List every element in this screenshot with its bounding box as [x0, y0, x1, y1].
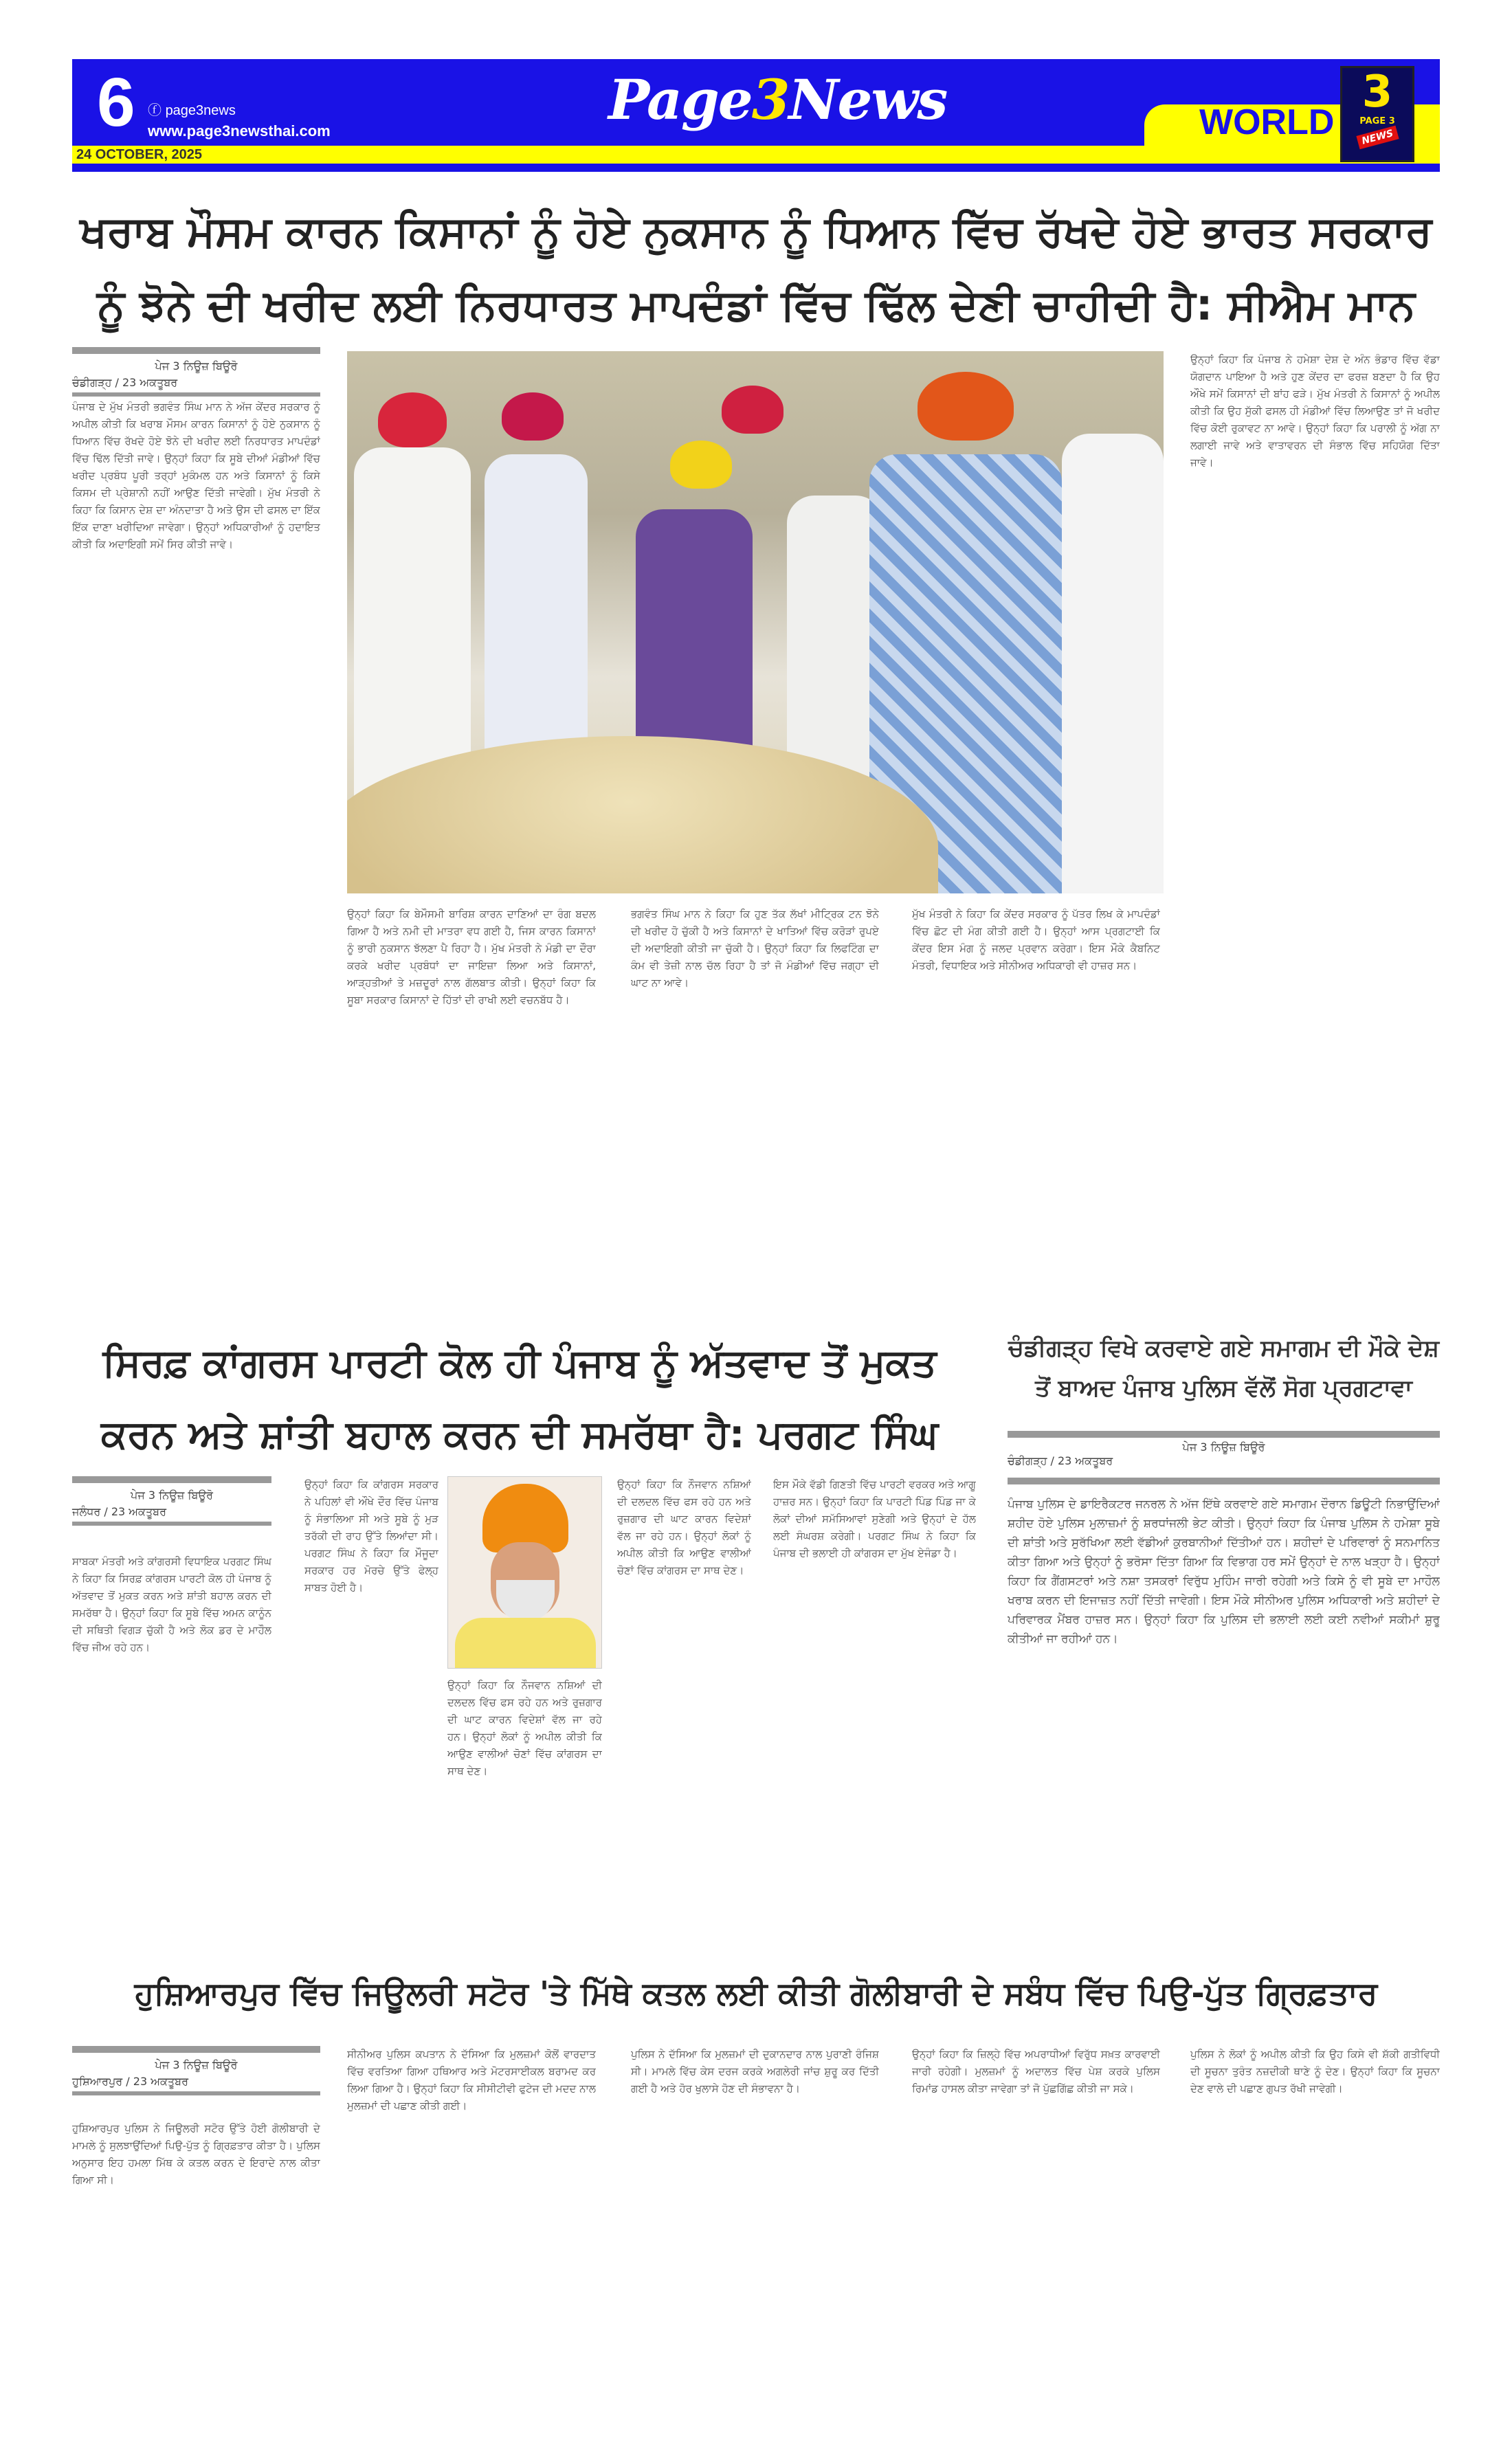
article2-column-2: ਉਨ੍ਹਾਂ ਕਿਹਾ ਕਿ ਕਾਂਗਰਸ ਸਰਕਾਰ ਨੇ ਪਹਿਲਾਂ ਵੀ ਔਖੇ ਦੌਰ ਵਿੱਚ ਪੰਜਾਬ ਨੂੰ ਸੰਭਾਲਿਆ ਸੀ ਅਤੇ ਸੂਬੇ ਨੂੰ ਮੁੜ ਤਰੱਕੀ ਦੀ ਰਾਹ ਉੱਤੇ ਲਿਆਂਦਾ ਸੀ। ਪਰਗਟ ਸਿੰਘ ਨੇ ਕਿਹਾ ਕਿ ਮੌਜੂਦਾ ਸਰਕਾਰ ਹਰ ਮੋਰਚੇ ਉੱਤੇ ਫੇਲ੍ਹ ਸਾਬਤ ਹੋਈ ਹੈ।: [304, 1478, 438, 1594]
page-number: 6: [97, 64, 135, 141]
section-label: WORLD: [1199, 102, 1335, 142]
logo-text-3: 3: [751, 67, 789, 132]
article2-headline-line2: ਕਰਨ ਅਤੇ ਸ਼ਾਂਤੀ ਬਹਾਲ ਕਰਨ ਦੀ ਸਮਰੱਥਾ ਹੈ: ਪਰਗਟ ਸਿੰਘ: [100, 1412, 939, 1457]
article2-headline-line1: ਸਿਰਫ਼ ਕਾਂਗਰਸ ਪਾਰਟੀ ਕੋਲ ਹੀ ਪੰਜਾਬ ਨੂੰ ਅੱਤਵਾਦ ਤੋਂ ਮੁਕਤ: [102, 1341, 937, 1386]
article4-column-5: ਪੁਲਿਸ ਨੇ ਲੋਕਾਂ ਨੂੰ ਅਪੀਲ ਕੀਤੀ ਕਿ ਉਹ ਕਿਸੇ ਵੀ ਸ਼ੱਕੀ ਗਤੀਵਿਧੀ ਦੀ ਸੂਚਨਾ ਤੁਰੰਤ ਨਜ਼ਦੀਕੀ ਥਾਣੇ ਨੂੰ ਦੇਣ। ਉਨ੍ਹਾਂ ਕਿਹਾ ਕਿ ਸੂਚਨਾ ਦੇਣ ਵਾਲੇ ਦੀ ਪਛਾਣ ਗੁਪਤ ਰੱਖੀ ਜਾਵੇਗੀ।: [1190, 2048, 1440, 2095]
article2-column-2b: ਉਨ੍ਹਾਂ ਕਿਹਾ ਕਿ ਨੌਜਵਾਨ ਨਸ਼ਿਆਂ ਦੀ ਦਲਦਲ ਵਿੱਚ ਫਸ ਰਹੇ ਹਨ ਅਤੇ ਰੁਜ਼ਗਾਰ ਦੀ ਘਾਟ ਕਾਰਨ ਵਿਦੇਸ਼ਾਂ ਵੱਲ ਜਾ ਰਹੇ ਹਨ। ਉਨ੍ਹਾਂ ਲੋਕਾਂ ਨੂੰ ਅਪੀਲ ਕੀਤੀ ਕਿ ਆਉਣ ਵਾਲੀਆਂ ਚੋਣਾਂ ਵਿੱਚ ਕਾਂਗਰਸ ਦਾ ਸਾਥ ਦੇਣ।: [447, 1679, 602, 1777]
article2-byline: ਪੇਜ 3 ਨਿਊਜ਼ ਬਿਊਰੋ: [72, 1476, 271, 1505]
logo-text-page: Page: [608, 67, 752, 132]
logo-text-news: News: [788, 67, 947, 132]
article4-column-2: ਸੀਨੀਅਰ ਪੁਲਿਸ ਕਪਤਾਨ ਨੇ ਦੱਸਿਆ ਕਿ ਮੁਲਜ਼ਮਾਂ ਕੋਲੋਂ ਵਾਰਦਾਤ ਵਿੱਚ ਵਰਤਿਆ ਗਿਆ ਹਥਿਆਰ ਅਤੇ ਮੋਟਰਸਾਈਕਲ ਬਰਾਮਦ ਕਰ ਲਿਆ ਗਿਆ ਹੈ। ਉਨ੍ਹਾਂ ਕਿਹਾ ਕਿ ਸੀਸੀਟੀਵੀ ਫੁਟੇਜ ਦੀ ਮਦਦ ਨਾਲ ਮੁਲਜ਼ਮਾਂ ਦੀ ਪਛਾਣ ਕੀਤੀ ਗਈ।: [347, 2048, 596, 2112]
article1-column-3: ਭਗਵੰਤ ਸਿੰਘ ਮਾਨ ਨੇ ਕਿਹਾ ਕਿ ਹੁਣ ਤੱਕ ਲੱਖਾਂ ਮੀਟ੍ਰਿਕ ਟਨ ਝੋਨੇ ਦੀ ਖਰੀਦ ਹੋ ਚੁੱਕੀ ਹੈ ਅਤੇ ਕਿਸਾਨਾਂ ਦੇ ਖਾਤਿਆਂ ਵਿੱਚ ਕਰੋੜਾਂ ਰੁਪਏ ਦੀ ਅਦਾਇਗੀ ਕੀਤੀ ਜਾ ਚੁੱਕੀ ਹੈ। ਉਨ੍ਹਾਂ ਕਿਹਾ ਕਿ ਲਿਫਟਿੰਗ ਦਾ ਕੰਮ ਵੀ ਤੇਜ਼ੀ ਨਾਲ ਚੱਲ ਰਿਹਾ ਹੈ ਤਾਂ ਜੋ ਮੰਡੀਆਂ ਵਿੱਚ ਜਗ੍ਹਾ ਦੀ ਘਾਟ ਨਾ ਆਵੇ।: [631, 908, 879, 989]
facebook-label: page3news: [165, 103, 236, 118]
article1-column-5: ਉਨ੍ਹਾਂ ਕਿਹਾ ਕਿ ਪੰਜਾਬ ਨੇ ਹਮੇਸ਼ਾ ਦੇਸ਼ ਦੇ ਅੰਨ ਭੰਡਾਰ ਵਿੱਚ ਵੱਡਾ ਯੋਗਦਾਨ ਪਾਇਆ ਹੈ ਅਤੇ ਹੁਣ ਕੇਂਦਰ ਦਾ ਫਰਜ਼ ਬਣਦਾ ਹੈ ਕਿ ਉਹ ਔਖੇ ਸਮੇਂ ਕਿਸਾਨਾਂ ਦੀ ਬਾਂਹ ਫੜੇ। ਮੁੱਖ ਮੰਤਰੀ ਨੇ ਕਿਸਾਨਾਂ ਨੂੰ ਅਪੀਲ ਕੀਤੀ ਕਿ ਉਹ ਸੁੱਕੀ ਫਸਲ ਹੀ ਮੰਡੀਆਂ ਵਿੱਚ ਲਿਆਉਣ ਤਾਂ ਜੋ ਖਰੀਦ ਵਿੱਚ ਕੋਈ ਰੁਕਾਵਟ ਨਾ ਆਵੇ। ਉਨ੍ਹਾਂ ਕਿਹਾ ਕਿ ਪਰਾਲੀ ਨੂੰ ਅੱਗ ਨਾ ਲਗਾਈ ਜਾਵੇ ਅਤੇ ਵਾਤਾਵਰਨ ਦੀ ਸੰਭਾਲ ਵਿੱਚ ਸਹਿਯੋਗ ਦਿੱਤਾ ਜਾਵੇ।: [1190, 353, 1440, 469]
article2-column-1: ਸਾਬਕਾ ਮੰਤਰੀ ਅਤੇ ਕਾਂਗਰਸੀ ਵਿਧਾਇਕ ਪਰਗਟ ਸਿੰਘ ਨੇ ਕਿਹਾ ਕਿ ਸਿਰਫ਼ ਕਾਂਗਰਸ ਪਾਰਟੀ ਕੋਲ ਹੀ ਪੰਜਾਬ ਨੂੰ ਅੱਤਵਾਦ ਤੋਂ ਮੁਕਤ ਕਰਨ ਅਤੇ ਸ਼ਾਂਤੀ ਬਹਾਲ ਕਰਨ ਦੀ ਸਮਰੱਥਾ ਹੈ। ਉਨ੍ਹਾਂ ਕਿਹਾ ਕਿ ਸੂਬੇ ਵਿੱਚ ਅਮਨ ਕਾਨੂੰਨ ਦੀ ਸਥਿਤੀ ਵਿਗੜ ਚੁੱਕੀ ਹੈ ਅਤੇ ਲੋਕ ਡਰ ਦੇ ਮਾਹੌਲ ਵਿੱਚ ਜੀਅ ਰਹੇ ਹਨ।: [72, 1555, 271, 1654]
article1-byline: ਪੇਜ 3 ਨਿਊਜ਼ ਬਿਊਰੋ: [72, 347, 320, 376]
article4-column-4: ਉਨ੍ਹਾਂ ਕਿਹਾ ਕਿ ਜ਼ਿਲ੍ਹੇ ਵਿੱਚ ਅਪਰਾਧੀਆਂ ਵਿਰੁੱਧ ਸਖ਼ਤ ਕਾਰਵਾਈ ਜਾਰੀ ਰਹੇਗੀ। ਮੁਲਜ਼ਮਾਂ ਨੂੰ ਅਦਾਲਤ ਵਿੱਚ ਪੇਸ਼ ਕਰਕੇ ਪੁਲਿਸ ਰਿਮਾਂਡ ਹਾਸਲ ਕੀਤਾ ਜਾਵੇਗਾ ਤਾਂ ਜੋ ਪੁੱਛਗਿੱਛ ਕੀਤੀ ਜਾ ਸਕੇ।: [912, 2048, 1160, 2095]
article1-headline-line2: ਨੂੰ ਝੋਨੇ ਦੀ ਖਰੀਦ ਲਈ ਨਿਰਧਾਰਤ ਮਾਪਦੰਡਾਂ ਵਿੱਚ ਢਿੱਲ ਦੇਣੀ ਚਾਹੀਦੀ ਹੈ: ਸੀਐਮ ਮਾਨ: [97, 280, 1415, 330]
article2-dateline: ਜਲੰਧਰ / 23 ਅਕਤੂਬਰ: [72, 1505, 271, 1526]
masthead: [72, 59, 1440, 172]
article4-column-3: ਪੁਲਿਸ ਨੇ ਦੱਸਿਆ ਕਿ ਮੁਲਜ਼ਮਾਂ ਦੀ ਦੁਕਾਨਦਾਰ ਨਾਲ ਪੁਰਾਣੀ ਰੰਜਿਸ਼ ਸੀ। ਮਾਮਲੇ ਵਿੱਚ ਕੇਸ ਦਰਜ ਕਰਕੇ ਅਗਲੇਰੀ ਜਾਂਚ ਸ਼ੁਰੂ ਕਰ ਦਿੱਤੀ ਗਈ ਹੈ ਅਤੇ ਹੋਰ ਖੁਲਾਸੇ ਹੋਣ ਦੀ ਸੰਭਾਵਨਾ ਹੈ।: [631, 2048, 879, 2095]
article1-headline-line1: ਖਰਾਬ ਮੌਸਮ ਕਾਰਨ ਕਿਸਾਨਾਂ ਨੂੰ ਹੋਏ ਨੁਕਸਾਨ ਨੂੰ ਧਿਆਨ ਵਿੱਚ ਰੱਖਦੇ ਹੋਏ ਭਾਰਤ ਸਰਕਾਰ: [80, 206, 1432, 256]
article4-dateline: ਹੁਸ਼ਿਆਰਪੁਰ / 23 ਅਕਤੂਬਰ: [72, 2075, 320, 2095]
divider: [1008, 1431, 1440, 1438]
newspaper-logo: [608, 67, 946, 132]
website-link[interactable]: www.page3newsthai.com: [148, 122, 331, 140]
article4-headline: ਹੁਸ਼ਿਆਰਪੁਰ ਵਿੱਚ ਜਿਊਲਰੀ ਸਟੋਰ 'ਤੇ ਮਿੱਥੇ ਕਤਲ ਲਈ ਕੀਤੀ ਗੋਲੀਬਾਰੀ ਦੇ ਸਬੰਧ ਵਿੱਚ ਪਿਉ-ਪੁੱਤ ਗ੍ਰਿਫ਼ਤਾਰ: [134, 1974, 1378, 2012]
article2-byline-block: [72, 1476, 271, 1526]
page3-badge-logo: [1340, 66, 1414, 162]
article2-column-4: ਇਸ ਮੌਕੇ ਵੱਡੀ ਗਿਣਤੀ ਵਿੱਚ ਪਾਰਟੀ ਵਰਕਰ ਅਤੇ ਆਗੂ ਹਾਜ਼ਰ ਸਨ। ਉਨ੍ਹਾਂ ਕਿਹਾ ਕਿ ਪਾਰਟੀ ਪਿੰਡ ਪਿੰਡ ਜਾ ਕੇ ਲੋਕਾਂ ਦੀਆਂ ਸਮੱਸਿਆਵਾਂ ਸੁਣੇਗੀ ਅਤੇ ਉਨ੍ਹਾਂ ਦੇ ਹੱਲ ਲਈ ਸੰਘਰਸ਼ ਕਰੇਗੀ। ਪਰਗਟ ਸਿੰਘ ਨੇ ਕਿਹਾ ਕਿ ਪੰਜਾਬ ਦੀ ਭਲਾਈ ਹੀ ਕਾਂਗਰਸ ਦਾ ਮੁੱਖ ਏਜੰਡਾ ਹੈ।: [773, 1478, 976, 1559]
facebook-handle: [148, 99, 236, 119]
article1-column-4: ਮੁੱਖ ਮੰਤਰੀ ਨੇ ਕਿਹਾ ਕਿ ਕੇਂਦਰ ਸਰਕਾਰ ਨੂੰ ਪੱਤਰ ਲਿਖ ਕੇ ਮਾਪਦੰਡਾਂ ਵਿੱਚ ਛੋਟ ਦੀ ਮੰਗ ਕੀਤੀ ਗਈ ਹੈ। ਉਨ੍ਹਾਂ ਆਸ ਪ੍ਰਗਟਾਈ ਕਿ ਕੇਂਦਰ ਇਸ ਮੰਗ ਨੂੰ ਜਲਦ ਪ੍ਰਵਾਨ ਕਰੇਗਾ। ਇਸ ਮੌਕੇ ਕੈਬਨਿਟ ਮੰਤਰੀ, ਵਿਧਾਇਕ ਅਤੇ ਸੀਨੀਅਰ ਅਧਿਕਾਰੀ ਵੀ ਹਾਜ਼ਰ ਸਨ।: [912, 908, 1160, 972]
article3-byline-block: [1008, 1440, 1440, 1468]
article3-headline-line1: ਚੰਡੀਗੜ੍ਹ ਵਿਖੇ ਕਰਵਾਏ ਗਏ ਸਮਾਗਮ ਦੀ ਮੌਕੇ ਦੇਸ਼: [1008, 1335, 1440, 1362]
article3-byline: ਪੇਜ 3 ਨਿਊਜ਼ ਬਿਊਰੋ: [1182, 1440, 1265, 1454]
issue-date: 24 OCTOBER, 2025: [76, 147, 203, 162]
article1-byline-block: [72, 347, 320, 397]
badge-number: 3: [1361, 67, 1393, 118]
article2-portrait-pargat-singh: [447, 1476, 602, 1669]
article1-dateline: ਚੰਡੀਗੜ੍ਹ / 23 ਅਕਤੂਬਰ: [72, 376, 320, 397]
article3-headline-line2: ਤੋਂ ਬਾਅਦ ਪੰਜਾਬ ਪੁਲਿਸ ਵੱਲੋਂ ਸੋਗ ਪ੍ਰਗਟਾਵਾ: [1035, 1375, 1412, 1402]
divider: [1008, 1478, 1440, 1484]
article4-byline-block: [72, 2046, 320, 2095]
article4-byline: ਪੇਜ 3 ਨਿਊਜ਼ ਬਿਊਰੋ: [72, 2046, 320, 2075]
article2-column-3: ਉਨ੍ਹਾਂ ਕਿਹਾ ਕਿ ਨੌਜਵਾਨ ਨਸ਼ਿਆਂ ਦੀ ਦਲਦਲ ਵਿੱਚ ਫਸ ਰਹੇ ਹਨ ਅਤੇ ਰੁਜ਼ਗਾਰ ਦੀ ਘਾਟ ਕਾਰਨ ਵਿਦੇਸ਼ਾਂ ਵੱਲ ਜਾ ਰਹੇ ਹਨ। ਉਨ੍ਹਾਂ ਲੋਕਾਂ ਨੂੰ ਅਪੀਲ ਕੀਤੀ ਕਿ ਆਉਣ ਵਾਲੀਆਂ ਚੋਣਾਂ ਵਿੱਚ ਕਾਂਗਰਸ ਦਾ ਸਾਥ ਦੇਣ।: [617, 1478, 751, 1577]
badge-page: PAGE 3: [1359, 116, 1395, 126]
facebook-icon: ⓕ: [148, 103, 166, 118]
article1-column-2: ਉਨ੍ਹਾਂ ਕਿਹਾ ਕਿ ਬੇਮੌਸਮੀ ਬਾਰਿਸ਼ ਕਾਰਨ ਦਾਣਿਆਂ ਦਾ ਰੰਗ ਬਦਲ ਗਿਆ ਹੈ ਅਤੇ ਨਮੀ ਦੀ ਮਾਤਰਾ ਵਧ ਗਈ ਹੈ, ਜਿਸ ਕਾਰਨ ਕਿਸਾਨਾਂ ਨੂੰ ਭਾਰੀ ਨੁਕਸਾਨ ਝੱਲਣਾ ਪੈ ਰਿਹਾ ਹੈ। ਮੁੱਖ ਮੰਤਰੀ ਨੇ ਮੰਡੀ ਦਾ ਦੌਰਾ ਕਰਕੇ ਖਰੀਦ ਪ੍ਰਬੰਧਾਂ ਦਾ ਜਾਇਜ਼ਾ ਲਿਆ ਅਤੇ ਕਿਸਾਨਾਂ, ਆੜ੍ਹਤੀਆਂ ਤੇ ਮਜ਼ਦੂਰਾਂ ਨਾਲ ਗੱਲਬਾਤ ਕੀਤੀ। ਉਨ੍ਹਾਂ ਕਿਹਾ ਕਿ ਸੂਬਾ ਸਰਕਾਰ ਕਿਸਾਨਾਂ ਦੇ ਹਿੱਤਾਂ ਦੀ ਰਾਖੀ ਲਈ ਵਚਨਬੱਧ ਹੈ।: [347, 908, 596, 1006]
badge-news: NEWS: [1356, 126, 1399, 150]
article1-photo-cm-inspecting-paddy: [347, 351, 1164, 893]
article3-dateline: ਚੰਡੀਗੜ੍ਹ / 23 ਅਕਤੂਬਰ: [1008, 1454, 1113, 1467]
article3-body: ਪੰਜਾਬ ਪੁਲਿਸ ਦੇ ਡਾਇਰੈਕਟਰ ਜਨਰਲ ਨੇ ਅੱਜ ਇੱਥੇ ਕਰਵਾਏ ਗਏ ਸਮਾਗਮ ਦੌਰਾਨ ਡਿਊਟੀ ਨਿਭਾਉਂਦਿਆਂ ਸ਼ਹੀਦ ਹੋਏ ਪੁਲਿਸ ਮੁਲਾਜ਼ਮਾਂ ਨੂੰ ਸ਼ਰਧਾਂਜਲੀ ਭੇਟ ਕੀਤੀ। ਉਨ੍ਹਾਂ ਕਿਹਾ ਕਿ ਪੰਜਾਬ ਪੁਲਿਸ ਨੇ ਹਮੇਸ਼ਾ ਸੂਬੇ ਦੀ ਸ਼ਾਂਤੀ ਅਤੇ ਸੁਰੱਖਿਆ ਲਈ ਵੱਡੀਆਂ ਕੁਰਬਾਨੀਆਂ ਦਿੱਤੀਆਂ ਹਨ। ਸ਼ਹੀਦਾਂ ਦੇ ਪਰਿਵਾਰਾਂ ਨੂੰ ਸਨਮਾਨਿਤ ਕੀਤਾ ਗਿਆ ਅਤੇ ਉਨ੍ਹਾਂ ਨੂੰ ਭਰੋਸਾ ਦਿੱਤਾ ਗਿਆ ਕਿ ਵਿਭਾਗ ਹਰ ਸਮੇਂ ਉਨ੍ਹਾਂ ਦੇ ਨਾਲ ਖੜ੍ਹਾ ਹੈ। ਉਨ੍ਹਾਂ ਕਿਹਾ ਕਿ ਗੈਂਗਸਟਰਾਂ ਅਤੇ ਨਸ਼ਾ ਤਸਕਰਾਂ ਵਿਰੁੱਧ ਮੁਹਿੰਮ ਜਾਰੀ ਰਹੇਗੀ ਅਤੇ ਕਿਸੇ ਨੂੰ ਵੀ ਸੂਬੇ ਦਾ ਮਾਹੌਲ ਖਰਾਬ ਕਰਨ ਦੀ ਇਜਾਜ਼ਤ ਨਹੀਂ ਦਿੱਤੀ ਜਾਵੇਗੀ। ਇਸ ਮੌਕੇ ਸੀਨੀਅਰ ਪੁਲਿਸ ਅਧਿਕਾਰੀ ਅਤੇ ਸ਼ਹੀਦਾਂ ਦੇ ਪਰਿਵਾਰਕ ਮੈਂਬਰ ਹਾਜ਼ਰ ਸਨ। ਉਨ੍ਹਾਂ ਕਿਹਾ ਕਿ ਪੁਲਿਸ ਦੀ ਭਲਾਈ ਲਈ ਕਈ ਨਵੀਆਂ ਸਕੀਮਾਂ ਸ਼ੁਰੂ ਕੀਤੀਆਂ ਜਾ ਰਹੀਆਂ ਹਨ।: [1008, 1498, 1440, 1646]
article4-column-1: ਹੁਸ਼ਿਆਰਪੁਰ ਪੁਲਿਸ ਨੇ ਜਿਊਲਰੀ ਸਟੋਰ ਉੱਤੇ ਹੋਈ ਗੋਲੀਬਾਰੀ ਦੇ ਮਾਮਲੇ ਨੂੰ ਸੁਲਝਾਉਂਦਿਆਂ ਪਿਉ-ਪੁੱਤ ਨੂੰ ਗ੍ਰਿਫ਼ਤਾਰ ਕੀਤਾ ਹੈ। ਪੁਲਿਸ ਅਨੁਸਾਰ ਇਹ ਹਮਲਾ ਮਿੱਥ ਕੇ ਕਤਲ ਕਰਨ ਦੇ ਇਰਾਦੇ ਨਾਲ ਕੀਤਾ ਗਿਆ ਸੀ।: [72, 2122, 320, 2186]
article1-column-1: ਪੰਜਾਬ ਦੇ ਮੁੱਖ ਮੰਤਰੀ ਭਗਵੰਤ ਸਿੰਘ ਮਾਨ ਨੇ ਅੱਜ ਕੇਂਦਰ ਸਰਕਾਰ ਨੂੰ ਅਪੀਲ ਕੀਤੀ ਕਿ ਖਰਾਬ ਮੌਸਮ ਕਾਰਨ ਕਿਸਾਨਾਂ ਨੂੰ ਹੋਏ ਨੁਕਸਾਨ ਨੂੰ ਧਿਆਨ ਵਿੱਚ ਰੱਖਦੇ ਹੋਏ ਝੋਨੇ ਦੀ ਖਰੀਦ ਲਈ ਨਿਰਧਾਰਤ ਮਾਪਦੰਡਾਂ ਵਿੱਚ ਢਿੱਲ ਦਿੱਤੀ ਜਾਵੇ। ਉਨ੍ਹਾਂ ਕਿਹਾ ਕਿ ਸੂਬੇ ਦੀਆਂ ਮੰਡੀਆਂ ਵਿੱਚ ਖਰੀਦ ਪ੍ਰਬੰਧ ਪੂਰੀ ਤਰ੍ਹਾਂ ਮੁਕੰਮਲ ਹਨ ਅਤੇ ਕਿਸਾਨਾਂ ਨੂੰ ਕਿਸੇ ਕਿਸਮ ਦੀ ਪ੍ਰੇਸ਼ਾਨੀ ਨਹੀਂ ਆਉਣ ਦਿੱਤੀ ਜਾਵੇਗੀ। ਮੁੱਖ ਮੰਤਰੀ ਨੇ ਕਿਹਾ ਕਿ ਕਿਸਾਨ ਦੇਸ਼ ਦਾ ਅੰਨਦਾਤਾ ਹੈ ਅਤੇ ਉਸ ਦੀ ਫਸਲ ਦਾ ਇੱਕ ਇੱਕ ਦਾਣਾ ਖਰੀਦਿਆ ਜਾਵੇਗਾ। ਉਨ੍ਹਾਂ ਅਧਿਕਾਰੀਆਂ ਨੂੰ ਹਦਾਇਤ ਕੀਤੀ ਕਿ ਅਦਾਇਗੀ ਸਮੇਂ ਸਿਰ ਕੀਤੀ ਜਾਵੇ।: [72, 401, 320, 550]
